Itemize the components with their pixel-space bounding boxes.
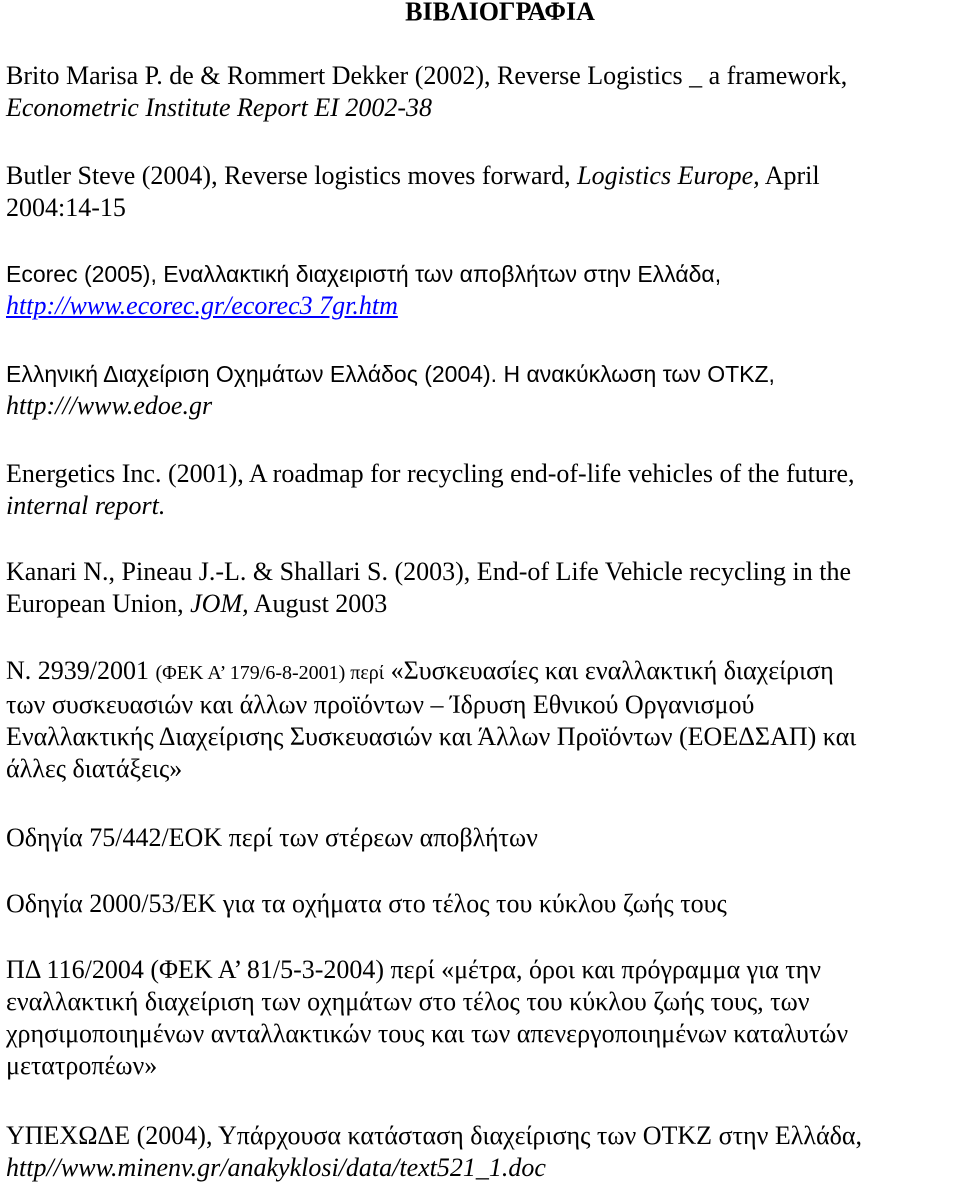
reference-butler bbox=[6, 160, 956, 224]
reference-kanari bbox=[6, 556, 956, 620]
reference-line bbox=[6, 92, 956, 124]
edoe-url: http:///www.edoe.gr bbox=[6, 391, 213, 420]
reference-text: Butler Steve (2004), Reverse logistics moves forward, bbox=[6, 161, 578, 190]
reference-line: 2004:14-15 bbox=[6, 193, 126, 222]
reference-edoe bbox=[6, 358, 956, 422]
reference-energetics bbox=[6, 458, 956, 522]
page-title: ΒΙΒΛΙΟΓΡΑΦΙΑ bbox=[405, 0, 595, 26]
reference-text: European Union, bbox=[6, 589, 191, 618]
report-type: internal report. bbox=[6, 491, 166, 520]
ecorec-link[interactable] bbox=[6, 290, 956, 322]
reference-line bbox=[6, 390, 956, 422]
reference-line: Energetics Inc. (2001), A roadmap for recycling end-of-life vehicles of the future, bbox=[6, 459, 855, 488]
reference-line: Εναλλακτικής Διαχείρισης Συσκευασιών και Άλλων Προϊόντων (ΕΟΕΔΣΑΠ) και bbox=[6, 722, 857, 751]
reference-text: Ν. 2939/2001 bbox=[6, 656, 156, 685]
reference-line: Ελληνική Διαχείριση Οχημάτων Ελλάδος (2004). Η ανακύκλωση των ΟΤΚΖ, bbox=[6, 361, 775, 387]
reference-line bbox=[6, 655, 956, 689]
reference-line: των συσκευασιών και άλλων προϊόντων – Ίδρυση Εθνικού Οργανισμού bbox=[6, 690, 755, 719]
reference-text: August 2003 bbox=[248, 589, 388, 618]
reference-line: ΠΔ 116/2004 (ΦΕΚ Α’ 81/5-3-2004) περί «μέτρα, όροι και πρόγραμμα για την bbox=[6, 955, 822, 984]
ecorec-url[interactable]: http://www.ecorec.gr/ecorec3 7gr.htm bbox=[6, 291, 398, 320]
reference-ecorec bbox=[6, 258, 956, 322]
reference-brito bbox=[6, 60, 956, 124]
reference-line: εναλλακτική διαχείριση των οχημάτων στο τέλος του κύκλου ζωής τους, των bbox=[6, 987, 810, 1016]
reference-line: Brito Marisa P. de & Rommert Dekker (2002), Reverse Logistics _ a framework, bbox=[6, 61, 848, 90]
reference-line: Οδηγία 2000/53/ΕΚ για τα οχήματα στο τέλος του κύκλου ζωής τους bbox=[6, 889, 727, 918]
ypehode-url: http//www.minenv.gr/anakyklosi/data/text521_1.doc bbox=[6, 1153, 546, 1182]
reference-line: Kanari N., Pineau J.-L. & Shallari S. (2003), End-of Life Vehicle recycling in the bbox=[6, 557, 852, 586]
reference-line bbox=[6, 490, 956, 522]
reference-pd-116 bbox=[6, 954, 956, 1082]
reference-line: μετατροπέων» bbox=[6, 1051, 158, 1080]
reference-line bbox=[6, 160, 956, 192]
report-title: Econometric Institute Report EI 2002-38 bbox=[6, 93, 433, 122]
reference-line: ΥΠΕΧΩΔΕ (2004), Υπάρχουσα κατάσταση διαχείρισης των ΟΤΚΖ στην Ελλάδα, bbox=[6, 1121, 862, 1150]
reference-law-2939 bbox=[6, 655, 956, 785]
reference-line: άλλες διατάξεις» bbox=[6, 754, 183, 783]
reference-ypehode bbox=[6, 1120, 956, 1184]
reference-line bbox=[6, 1152, 956, 1184]
reference-directive-2000 bbox=[6, 888, 956, 920]
reference-line: Ecorec (2005), Εναλλακτική διαχειριστή των αποβλήτων στην Ελλάδα, bbox=[6, 261, 722, 287]
reference-line: χρησιμοποιημένων ανταλλακτικών τους και των απενεργοποιημένων καταλυτών bbox=[6, 1019, 849, 1048]
gazette-ref: (ΦΕΚ Α’ 179/6-8-2001) περί bbox=[155, 662, 385, 684]
journal-title: Logistics Europe, bbox=[577, 161, 760, 190]
reference-text: April bbox=[759, 161, 820, 190]
reference-line: Οδηγία 75/442/ΕΟΚ περί των στέρεων αποβλήτων bbox=[6, 823, 538, 852]
reference-text: «Συσκευασίες και εναλλακτική διαχείριση bbox=[384, 656, 834, 685]
reference-directive-75 bbox=[6, 822, 956, 854]
journal-title: JOM, bbox=[190, 589, 249, 618]
reference-line bbox=[6, 588, 956, 620]
